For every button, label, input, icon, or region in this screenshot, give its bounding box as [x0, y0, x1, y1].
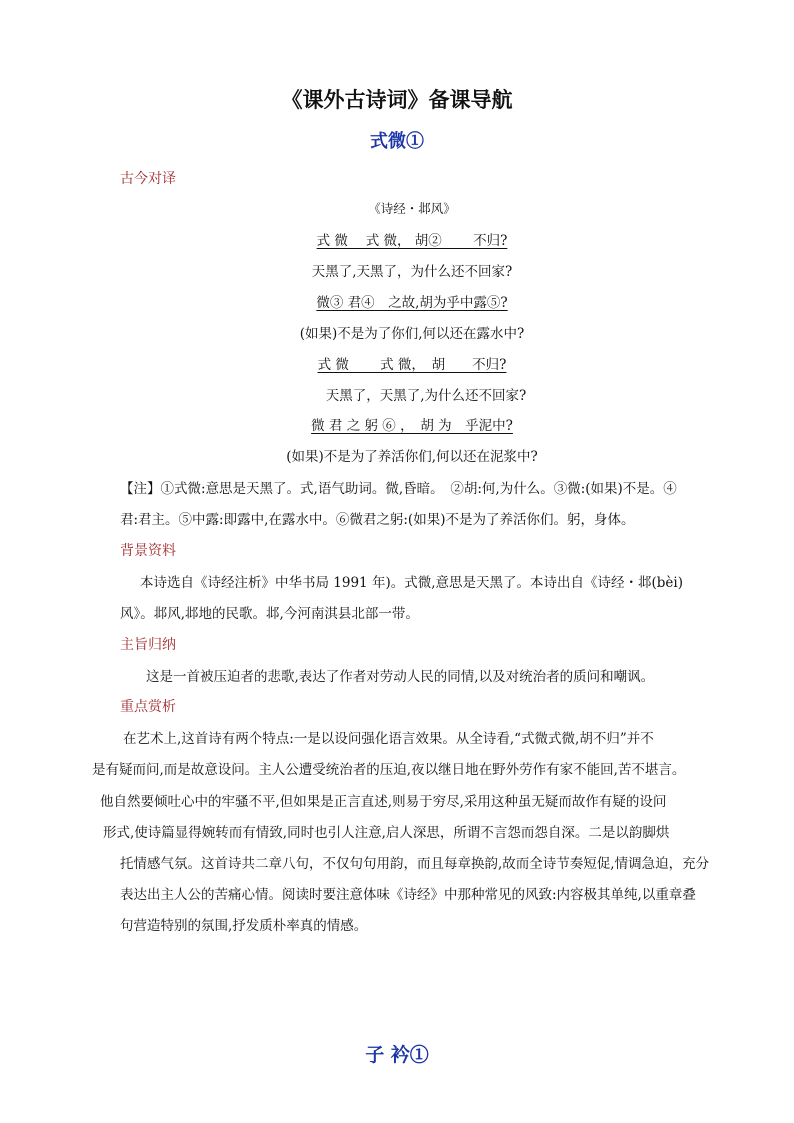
note-line-1: 【注】①式微:意思是天黑了。式,语气助词。微,昏暗。 ②胡:何,为什么。③微:(如果)不是。④ — [120, 481, 677, 497]
poem-line-3: 式 微 式 微， 胡 不归? — [317, 357, 507, 373]
analysis-line-7: 句营造特别的氛围,抒发质朴率真的情感。 — [120, 918, 368, 934]
poem-title-shiwei: 式微① — [370, 131, 424, 152]
poem-line-4: 微 君 之 躬 ⑥ ， 胡 为 乎泥中? — [311, 418, 513, 434]
poem-translation-3: 天黑了，天黑了,为什么还不回家? — [325, 388, 527, 404]
poem-translation-4: (如果)不是为了养活你们,何以还在泥浆中? — [286, 449, 538, 465]
background-text-1: 本诗选自《诗经注析》中华书局 1991 年)。式微,意思是天黑了。本诗出自《诗经・邶(bèi) — [140, 575, 683, 591]
analysis-line-4: 形式,使诗篇显得婉转而有情致,同时也引人注意,启人深思，所谓不言怨而怨自深。二是以韵脚烘 — [103, 825, 670, 841]
poem-translation-2: (如果)不是为了你们,何以还在露水中? — [299, 326, 525, 342]
poem-translation-1: 天黑了,天黑了，为什么还不回家? — [311, 264, 513, 280]
background-text-2: 风》。邶风,邶地的民歌。邶,今河南淇县北部一带。 — [120, 606, 419, 622]
poem-line-1: 式 微 式 微， 胡② 不归? — [316, 233, 508, 249]
analysis-line-5: 托情感气氛。这首诗共二章八句，不仅句句用韵，而且每章换韵,故而全诗节奏短促,情调急迫，充分 — [120, 856, 710, 872]
section-heading-analysis: 重点赏析 — [120, 699, 176, 715]
theme-text: 这是一首被压迫者的悲歌,表达了作者对劳动人民的同情,以及对统治者的质问和嘲讽。 — [146, 669, 655, 685]
poem-title-zijin: 子 衿① — [365, 1044, 429, 1066]
section-heading-background: 背景资料 — [120, 543, 176, 559]
analysis-line-3: 他自然要倾吐心中的牢骚不平,但如果是正言直述,则易于穷尽,采用这种虽无疑而故作有疑的设问 — [100, 794, 667, 810]
section-heading-translation: 古今对译 — [120, 171, 176, 187]
page-title: 《课外古诗词》备课导航 — [281, 87, 513, 112]
note-line-2: 君:君主。⑤中露:即露中,在露水中。⑥微君之躬:(如果)不是为了养活你们。躬，身体。 — [120, 512, 635, 528]
poem-line-2: 微③ 君④ 之故,胡为乎中露⑤? — [316, 295, 508, 311]
analysis-line-1: 在艺术上,这首诗有两个特点:一是以设问强化语言效果。从全诗看,“式微式微,胡不归”并不 — [123, 731, 654, 747]
analysis-line-6: 表达出主人公的苦痛心情。阅读时要注意体味《诗经》中那种常见的风致:内容极其单纯,以重章叠 — [120, 887, 696, 903]
section-heading-theme: 主旨归纳 — [120, 637, 176, 653]
analysis-line-2: 是有疑而问,而是故意设问。主人公遭受统治者的压迫,夜以继日地在野外劳作有家不能回,苦不堪言。 — [92, 762, 686, 778]
poem-source: 《诗经・邶风》 — [368, 201, 456, 216]
